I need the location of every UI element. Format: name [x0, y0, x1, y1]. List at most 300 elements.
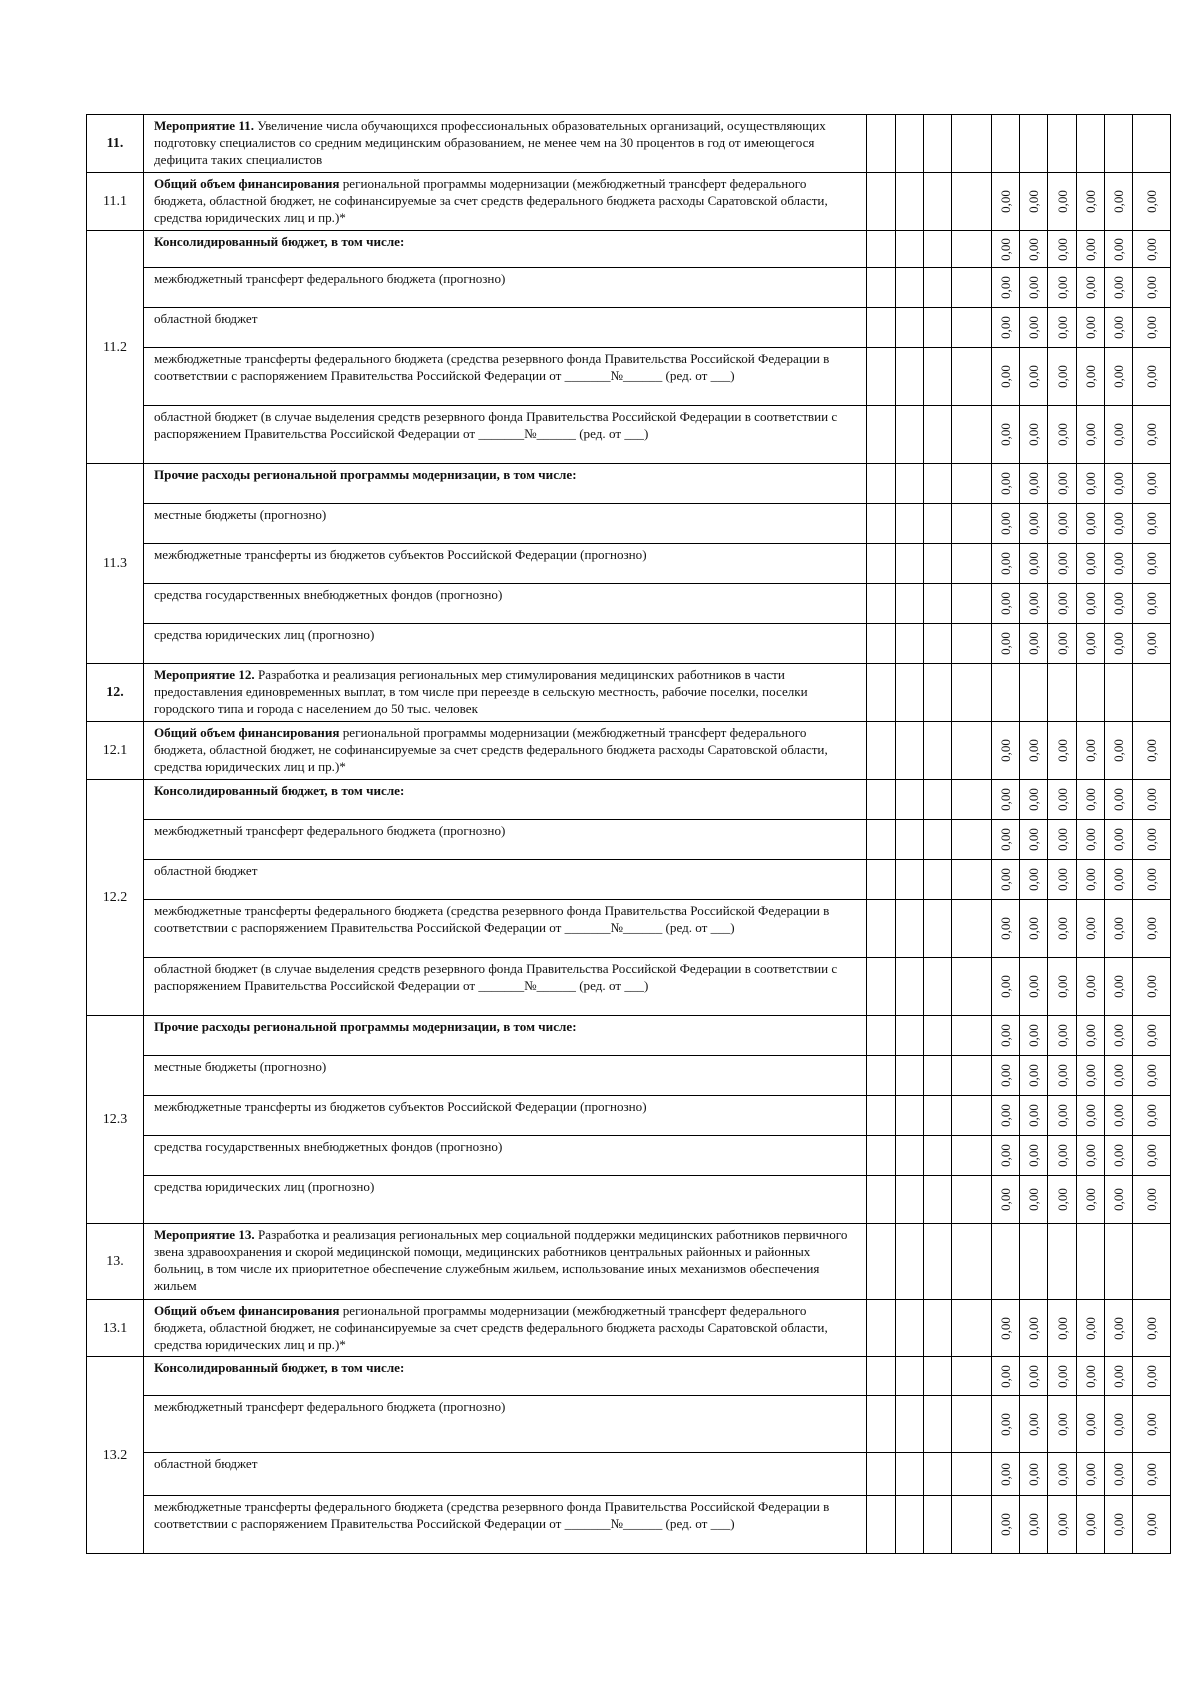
value-text: 0,00: [1083, 1364, 1098, 1388]
value-text: 0,00: [1111, 632, 1126, 655]
value-text: 0,00: [1111, 423, 1126, 446]
value-text: 0,00: [1083, 1144, 1098, 1167]
value-text: 0,00: [1026, 1316, 1041, 1340]
value-text: 0,00: [1111, 1513, 1126, 1536]
row-description-text: местные бюджеты (прогнозно): [154, 1059, 327, 1074]
value-cell: [992, 624, 1020, 664]
empty-cell: [952, 664, 992, 722]
value-cell: [1077, 406, 1105, 464]
empty-cell: [896, 1300, 924, 1357]
value-cell: [1105, 1453, 1133, 1496]
row-description: [144, 900, 867, 958]
table-row: [87, 1056, 1171, 1096]
empty-cell: [867, 348, 896, 406]
value-text: 0,00: [998, 739, 1013, 762]
value-text: 0,00: [1054, 1513, 1070, 1536]
empty-cell: [896, 584, 924, 624]
value-cell: [1077, 1176, 1105, 1224]
value-text: 0,00: [1144, 1144, 1159, 1167]
value-text: 0,00: [1054, 1064, 1070, 1087]
value-cell: [1020, 1300, 1048, 1357]
value-cell: [1133, 1453, 1171, 1496]
value-text: 0,00: [998, 1316, 1013, 1340]
empty-cell: [867, 1357, 896, 1396]
empty-cell: [924, 900, 952, 958]
value-cell: [1048, 958, 1077, 1016]
value-cell: [992, 1357, 1020, 1396]
table-row: [87, 1496, 1171, 1554]
table-row: [87, 173, 1171, 231]
empty-cell: [896, 1357, 924, 1396]
row-number: 11.2: [87, 231, 144, 464]
value-cell: [1020, 308, 1048, 348]
empty-cell: [952, 1016, 992, 1056]
row-description-text: местные бюджеты (прогнозно): [154, 507, 327, 522]
value-text: 0,00: [998, 365, 1013, 388]
row-description-text: межбюджетный трансферт федерального бюджета (прогнозно): [154, 1399, 506, 1414]
value-text: 0,00: [1083, 592, 1098, 615]
value-text: 0,00: [998, 1104, 1013, 1127]
value-cell: [1048, 231, 1077, 268]
empty-cell: [952, 406, 992, 464]
table-row: [87, 1136, 1171, 1176]
value-cell: [1048, 1176, 1077, 1224]
value-text: 0,00: [1083, 472, 1098, 495]
row-description: [144, 406, 867, 464]
row-number: 12.3: [87, 1016, 144, 1224]
empty-cell: [924, 1176, 952, 1224]
value-text: 0,00: [1083, 632, 1098, 655]
value-cell: [1133, 820, 1171, 860]
value-cell: [1077, 544, 1105, 584]
value-text: 0,00: [1026, 1462, 1041, 1486]
empty-cell: [896, 406, 924, 464]
value-text: 0,00: [1144, 868, 1159, 891]
value-cell: [992, 1136, 1020, 1176]
row-number: 12.: [87, 664, 144, 722]
value-text: 0,00: [1054, 276, 1070, 299]
value-text: 0,00: [1054, 632, 1070, 655]
value-cell: [1105, 115, 1133, 173]
table-row: [87, 900, 1171, 958]
value-text: 0,00: [1083, 190, 1098, 213]
value-cell: [1077, 820, 1105, 860]
value-cell: [1105, 504, 1133, 544]
value-text: 0,00: [1026, 632, 1041, 655]
table-row: [87, 1300, 1171, 1357]
empty-cell: [924, 1357, 952, 1396]
value-text: 0,00: [1026, 512, 1041, 535]
row-description-bold: Консолидированный бюджет, в том числе:: [154, 234, 405, 249]
empty-cell: [952, 1496, 992, 1554]
table-row: [87, 722, 1171, 780]
value-cell: [1048, 464, 1077, 504]
value-cell: [992, 722, 1020, 780]
value-cell: [1048, 173, 1077, 231]
value-text: 0,00: [1083, 1513, 1098, 1536]
empty-cell: [952, 900, 992, 958]
value-text: 0,00: [1111, 917, 1126, 940]
value-cell: [1020, 1096, 1048, 1136]
value-text: 0,00: [1083, 1316, 1098, 1340]
value-cell: [1048, 780, 1077, 820]
empty-cell: [952, 268, 992, 308]
empty-cell: [867, 860, 896, 900]
value-text: 0,00: [1026, 1188, 1041, 1211]
value-cell: [1077, 1136, 1105, 1176]
empty-cell: [924, 1396, 952, 1453]
value-cell: [1133, 544, 1171, 584]
value-cell: [992, 308, 1020, 348]
value-text: 0,00: [1026, 828, 1041, 851]
value-cell: [992, 1224, 1020, 1300]
row-description-bold: Прочие расходы региональной программы модернизации, в том числе:: [154, 1019, 577, 1034]
value-cell: [992, 464, 1020, 504]
value-text: 0,00: [1083, 512, 1098, 535]
row-description-text: региональной программы модернизации (межбюджетный трансферт федерального бюджета, областной бюджет, не софинансируемые за счет средств федерального бюджета расходы Саратовской области, средства юридических лиц и пр.)*: [154, 176, 828, 225]
value-cell: [1020, 1016, 1048, 1056]
value-cell: [1048, 722, 1077, 780]
value-cell: [1020, 1396, 1048, 1453]
value-text: 0,00: [1144, 512, 1159, 535]
value-text: 0,00: [1111, 828, 1126, 851]
value-cell: [1048, 860, 1077, 900]
value-text: 0,00: [1054, 1144, 1070, 1167]
value-cell: [992, 1396, 1020, 1453]
value-cell: [1020, 958, 1048, 1016]
value-cell: [1133, 624, 1171, 664]
value-text: 0,00: [1144, 237, 1159, 261]
row-description-text: межбюджетные трансферты из бюджетов субъектов Российской Федерации (прогнозно): [154, 1099, 647, 1114]
empty-cell: [896, 1096, 924, 1136]
value-text: 0,00: [1026, 1064, 1041, 1087]
row-description-text: областной бюджет: [154, 1456, 258, 1471]
value-cell: [1133, 115, 1171, 173]
value-cell: [1020, 268, 1048, 308]
empty-cell: [867, 900, 896, 958]
value-text: 0,00: [998, 1188, 1013, 1211]
value-cell: [1077, 1016, 1105, 1056]
value-text: 0,00: [1111, 552, 1126, 575]
row-description-text: средства юридических лиц (прогнозно): [154, 1179, 375, 1194]
value-cell: [1105, 1176, 1133, 1224]
value-text: 0,00: [1054, 552, 1070, 575]
value-text: 0,00: [1054, 1364, 1070, 1388]
empty-cell: [952, 348, 992, 406]
value-text: 0,00: [1054, 1104, 1070, 1127]
row-description: [144, 115, 867, 173]
value-cell: [1020, 900, 1048, 958]
value-text: 0,00: [1083, 1412, 1098, 1436]
value-text: 0,00: [1026, 592, 1041, 615]
value-cell: [1048, 900, 1077, 958]
value-cell: [992, 1016, 1020, 1056]
value-text: 0,00: [1083, 1064, 1098, 1087]
value-cell: [1020, 1357, 1048, 1396]
value-cell: [1077, 464, 1105, 504]
value-cell: [1133, 268, 1171, 308]
empty-cell: [924, 1056, 952, 1096]
value-text: 0,00: [1111, 365, 1126, 388]
row-number: 11.: [87, 115, 144, 173]
value-cell: [1048, 664, 1077, 722]
value-text: 0,00: [1054, 739, 1070, 762]
empty-cell: [924, 1224, 952, 1300]
empty-cell: [924, 1136, 952, 1176]
value-cell: [1105, 1357, 1133, 1396]
value-text: 0,00: [1144, 632, 1159, 655]
value-cell: [1020, 173, 1048, 231]
empty-cell: [896, 231, 924, 268]
row-number: 11.1: [87, 173, 144, 231]
value-cell: [992, 1056, 1020, 1096]
value-cell: [1105, 820, 1133, 860]
empty-cell: [952, 624, 992, 664]
value-cell: [1048, 1453, 1077, 1496]
value-text: 0,00: [1111, 975, 1126, 998]
value-cell: [1105, 1056, 1133, 1096]
value-cell: [1020, 1176, 1048, 1224]
value-text: 0,00: [998, 237, 1013, 261]
value-cell: [1133, 1357, 1171, 1396]
value-cell: [1077, 624, 1105, 664]
value-cell: [1077, 780, 1105, 820]
empty-cell: [952, 1224, 992, 1300]
empty-cell: [896, 1224, 924, 1300]
empty-cell: [896, 1396, 924, 1453]
row-description: [144, 1096, 867, 1136]
value-text: 0,00: [1026, 788, 1041, 811]
value-text: 0,00: [998, 276, 1013, 299]
value-cell: [1105, 173, 1133, 231]
empty-cell: [867, 1176, 896, 1224]
value-cell: [1020, 1453, 1048, 1496]
row-number: 12.2: [87, 780, 144, 1016]
value-cell: [1077, 173, 1105, 231]
value-cell: [992, 780, 1020, 820]
value-text: 0,00: [1144, 1412, 1159, 1436]
value-text: 0,00: [1054, 975, 1070, 998]
value-cell: [1020, 464, 1048, 504]
value-cell: [1020, 584, 1048, 624]
value-text: 0,00: [1111, 1316, 1126, 1340]
value-cell: [1048, 406, 1077, 464]
value-cell: [1105, 308, 1133, 348]
row-description: [144, 1496, 867, 1554]
value-cell: [1133, 406, 1171, 464]
value-text: 0,00: [1144, 472, 1159, 495]
value-cell: [1105, 348, 1133, 406]
value-text: 0,00: [1111, 316, 1126, 339]
value-text: 0,00: [998, 632, 1013, 655]
table-row: [87, 308, 1171, 348]
table-row: [87, 958, 1171, 1016]
value-text: 0,00: [1054, 237, 1070, 261]
value-text: 0,00: [1083, 1104, 1098, 1127]
empty-cell: [924, 958, 952, 1016]
value-cell: [1020, 115, 1048, 173]
value-text: 0,00: [1111, 1144, 1126, 1167]
value-cell: [1105, 268, 1133, 308]
value-text: 0,00: [1144, 828, 1159, 851]
empty-cell: [896, 624, 924, 664]
row-number: 11.3: [87, 464, 144, 664]
value-cell: [1133, 464, 1171, 504]
empty-cell: [924, 308, 952, 348]
value-text: 0,00: [1026, 190, 1041, 213]
value-cell: [1105, 1136, 1133, 1176]
empty-cell: [896, 504, 924, 544]
empty-cell: [924, 406, 952, 464]
value-cell: [1105, 231, 1133, 268]
value-text: 0,00: [1026, 1144, 1041, 1167]
value-text: 0,00: [1111, 1064, 1126, 1087]
empty-cell: [867, 268, 896, 308]
value-cell: [1105, 584, 1133, 624]
value-cell: [992, 504, 1020, 544]
row-description: [144, 1176, 867, 1224]
value-cell: [1048, 268, 1077, 308]
value-cell: [1133, 860, 1171, 900]
empty-cell: [924, 1453, 952, 1496]
value-cell: [1077, 504, 1105, 544]
row-description: [144, 1300, 867, 1357]
row-description: [144, 268, 867, 308]
value-cell: [1020, 820, 1048, 860]
row-description-bold: Консолидированный бюджет, в том числе:: [154, 783, 405, 798]
value-cell: [1020, 406, 1048, 464]
row-description: [144, 820, 867, 860]
row-description-text: Разработка и реализация региональных мер стимулирования медицинских работников в части предоставления единовременных выплат, в том числе при переезде в сельскую местность, рабочие поселки, поселки городского типа и города с населением до 50 тыс. человек: [154, 667, 808, 716]
value-cell: [1048, 1096, 1077, 1136]
empty-cell: [952, 1136, 992, 1176]
value-cell: [1133, 1096, 1171, 1136]
row-description: [144, 1136, 867, 1176]
row-description: [144, 780, 867, 820]
value-cell: [1048, 348, 1077, 406]
value-cell: [1020, 860, 1048, 900]
value-cell: [1020, 1496, 1048, 1554]
empty-cell: [924, 860, 952, 900]
value-text: 0,00: [1026, 917, 1041, 940]
value-text: 0,00: [1083, 788, 1098, 811]
value-cell: [1105, 722, 1133, 780]
table-row: [87, 406, 1171, 464]
value-cell: [1020, 504, 1048, 544]
value-text: 0,00: [1083, 276, 1098, 299]
row-description-text: средства государственных внебюджетных фондов (прогнозно): [154, 587, 503, 602]
value-text: 0,00: [1054, 512, 1070, 535]
value-text: 0,00: [1144, 190, 1159, 213]
empty-cell: [924, 1496, 952, 1554]
value-text: 0,00: [1083, 1188, 1098, 1211]
value-cell: [992, 860, 1020, 900]
empty-cell: [896, 1453, 924, 1496]
value-text: 0,00: [1144, 592, 1159, 615]
row-description-text: межбюджетный трансферт федерального бюджета (прогнозно): [154, 271, 506, 286]
value-text: 0,00: [998, 1024, 1013, 1047]
value-cell: [1105, 860, 1133, 900]
value-cell: [1020, 780, 1048, 820]
empty-cell: [896, 464, 924, 504]
value-text: 0,00: [1026, 1024, 1041, 1047]
value-text: 0,00: [1144, 1316, 1159, 1340]
value-text: 0,00: [998, 472, 1013, 495]
empty-cell: [867, 780, 896, 820]
value-cell: [1133, 348, 1171, 406]
value-cell: [1048, 544, 1077, 584]
value-cell: [1048, 1496, 1077, 1554]
table-row: [87, 860, 1171, 900]
empty-cell: [896, 308, 924, 348]
value-text: 0,00: [998, 868, 1013, 891]
empty-cell: [867, 1224, 896, 1300]
value-cell: [992, 231, 1020, 268]
row-description: [144, 1396, 867, 1453]
value-cell: [1077, 1357, 1105, 1396]
empty-cell: [924, 1096, 952, 1136]
value-cell: [1133, 722, 1171, 780]
value-cell: [1020, 1056, 1048, 1096]
row-description: [144, 464, 867, 504]
empty-cell: [896, 860, 924, 900]
value-cell: [1020, 664, 1048, 722]
row-number: 13.2: [87, 1357, 144, 1554]
value-cell: [1133, 584, 1171, 624]
value-text: 0,00: [1144, 739, 1159, 762]
value-cell: [1105, 624, 1133, 664]
value-cell: [1020, 722, 1048, 780]
empty-cell: [924, 544, 952, 584]
row-description-text: областной бюджет (в случае выделения средств резервного фонда Правительства Российской Федерации в соответствии с распоряжением Правительства Российской Федерации от _______№______ (ред. от ___): [154, 961, 838, 993]
value-cell: [1077, 1224, 1105, 1300]
value-text: 0,00: [1026, 423, 1041, 446]
value-text: 0,00: [1054, 1188, 1070, 1211]
value-text: 0,00: [998, 1364, 1013, 1388]
empty-cell: [896, 1176, 924, 1224]
value-text: 0,00: [1144, 1188, 1159, 1211]
empty-cell: [924, 504, 952, 544]
value-cell: [1077, 958, 1105, 1016]
value-cell: [1048, 1016, 1077, 1056]
empty-cell: [952, 231, 992, 268]
value-text: 0,00: [1054, 316, 1070, 339]
row-description: [144, 722, 867, 780]
value-cell: [992, 900, 1020, 958]
empty-cell: [896, 1016, 924, 1056]
value-text: 0,00: [1144, 1364, 1159, 1388]
value-cell: [1048, 584, 1077, 624]
value-text: 0,00: [1083, 739, 1098, 762]
table-row: [87, 231, 1171, 268]
value-cell: [992, 348, 1020, 406]
value-cell: [1048, 1224, 1077, 1300]
table-row: [87, 348, 1171, 406]
empty-cell: [896, 664, 924, 722]
empty-cell: [952, 173, 992, 231]
value-cell: [1077, 268, 1105, 308]
empty-cell: [896, 544, 924, 584]
value-cell: [1133, 1056, 1171, 1096]
value-text: 0,00: [1111, 1364, 1126, 1388]
row-description-text: областной бюджет: [154, 311, 258, 326]
empty-cell: [924, 664, 952, 722]
value-cell: [1020, 1224, 1048, 1300]
value-cell: [1020, 348, 1048, 406]
value-text: 0,00: [1083, 237, 1098, 261]
empty-cell: [952, 1300, 992, 1357]
empty-cell: [867, 958, 896, 1016]
